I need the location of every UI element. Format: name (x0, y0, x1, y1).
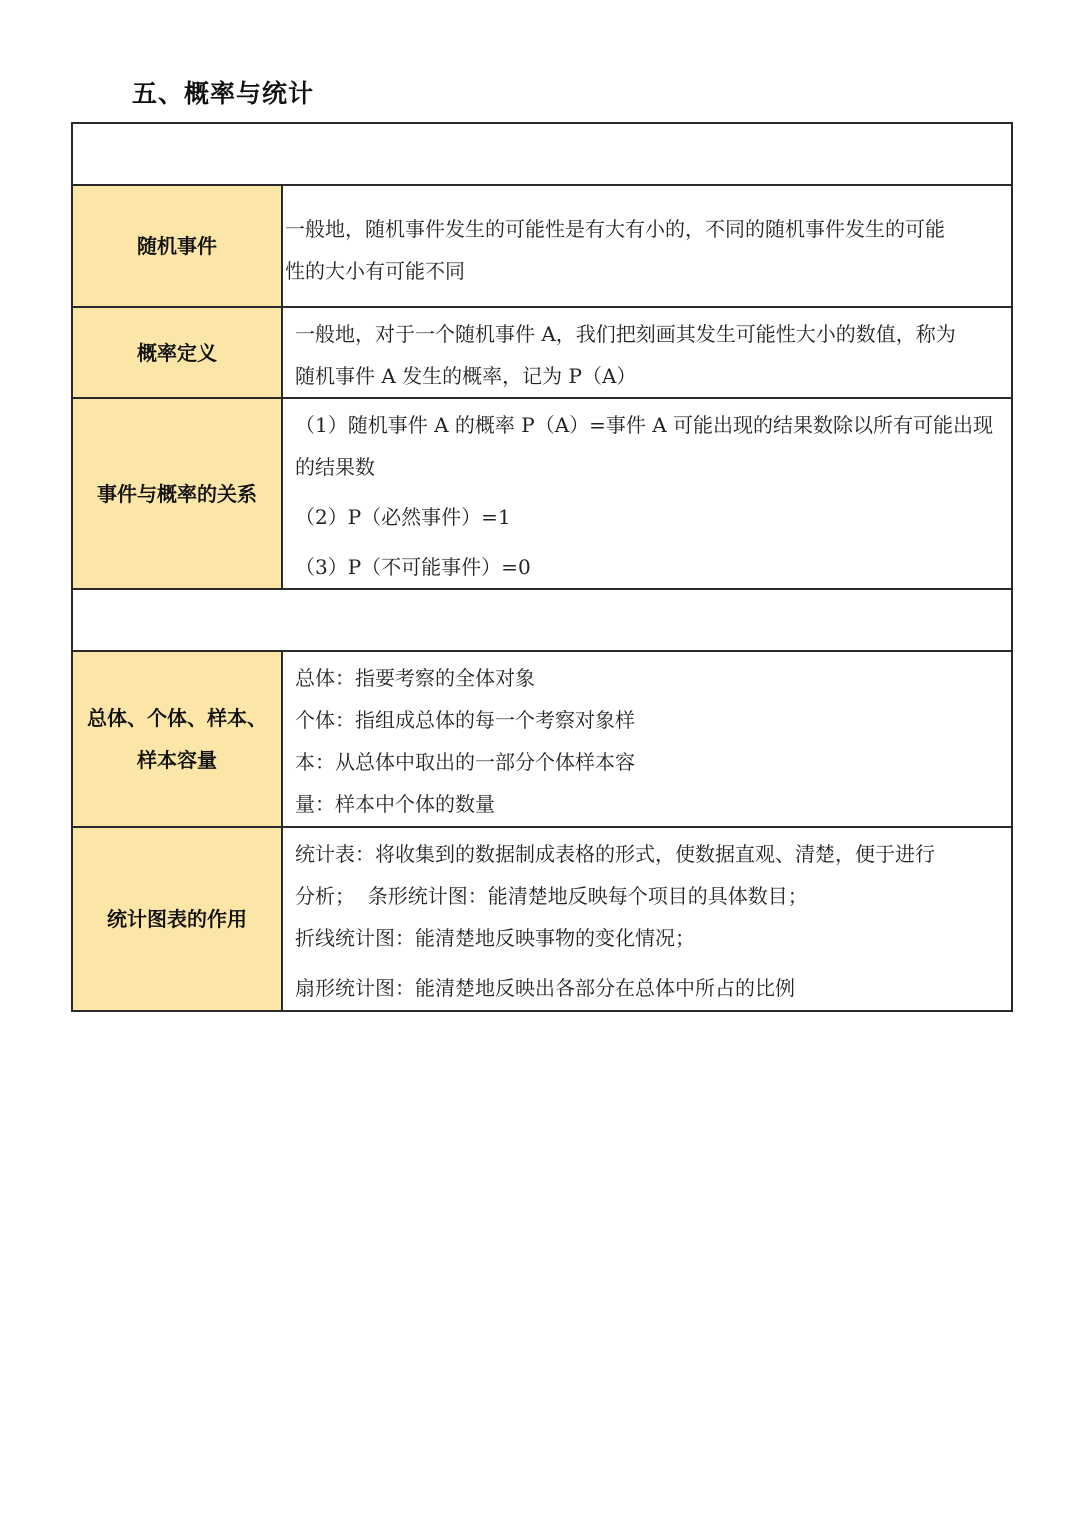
row-label-event-probability-relation: 事件与概率的关系 (72, 398, 282, 589)
content-line: 折线统计图：能清楚地反映事物的变化情况； (295, 926, 695, 950)
row-content-random-event (282, 185, 1012, 307)
table-section-header-probability (72, 123, 1012, 185)
content-line: 分析； 条形统计图：能清楚地反映每个项目的具体数目； (295, 884, 808, 908)
table-row (72, 827, 1012, 1011)
content-line: （3）P（不可能事件）=0 (295, 554, 531, 579)
content-line: 个体：指组成总体的每一个考察对象样 (295, 708, 635, 732)
label-line: 总体、个体、样本、 (87, 706, 267, 730)
row-content-statistical-charts (282, 827, 1012, 1011)
content-line: 扇形统计图：能清楚地反映出各部分在总体中所占的比例 (295, 976, 795, 1000)
label-line: 样本容量 (137, 748, 217, 772)
page-title: 五、概率与统计 (132, 79, 315, 108)
content-line: 本：从总体中取出的一部分个体样本容 (295, 750, 635, 774)
content-line: 统计表：将收集到的数据制成表格的形式，使数据直观、清楚，便于进行 (295, 842, 935, 866)
content-line: （2）P（必然事件）=1 (295, 504, 511, 529)
row-label-probability-definition: 概率定义 (72, 307, 282, 398)
table-section-header-statistics (72, 589, 1012, 651)
table-row (72, 651, 1012, 827)
table-row (72, 185, 1012, 307)
content-line: 的结果数 (295, 454, 375, 479)
table-row (72, 398, 1012, 589)
row-content-population-sample (282, 651, 1012, 827)
table-row (72, 307, 1012, 398)
content-line: 总体：指要考察的全体对象 (295, 666, 535, 690)
content-line: 量：样本中个体的数量 (295, 792, 495, 816)
content-line: （1）随机事件 A 的概率 P（A）=事件 A 可能出现的结果数除以所有可能出现 (295, 412, 994, 437)
row-content-probability-definition (282, 307, 1012, 398)
blank-header-cell (72, 123, 1012, 185)
knowledge-table (71, 122, 1013, 1012)
content-line: 一般地，对于一个随机事件 A，我们把刻画其发生可能性大小的数值，称为 (295, 321, 956, 346)
row-label-random-event: 随机事件 (72, 185, 282, 307)
content-line: 一般地，随机事件发生的可能性是有大有小的，不同的随机事件发生的可能 (285, 217, 945, 241)
row-label-statistical-charts: 统计图表的作用 (72, 827, 282, 1011)
blank-header-cell (72, 589, 1012, 651)
content-line: 性的大小有可能不同 (285, 259, 465, 283)
content-line: 随机事件 A 发生的概率，记为 P（A） (295, 363, 637, 388)
row-content-event-probability-relation (282, 398, 1012, 589)
row-label-population-sample (72, 651, 282, 827)
